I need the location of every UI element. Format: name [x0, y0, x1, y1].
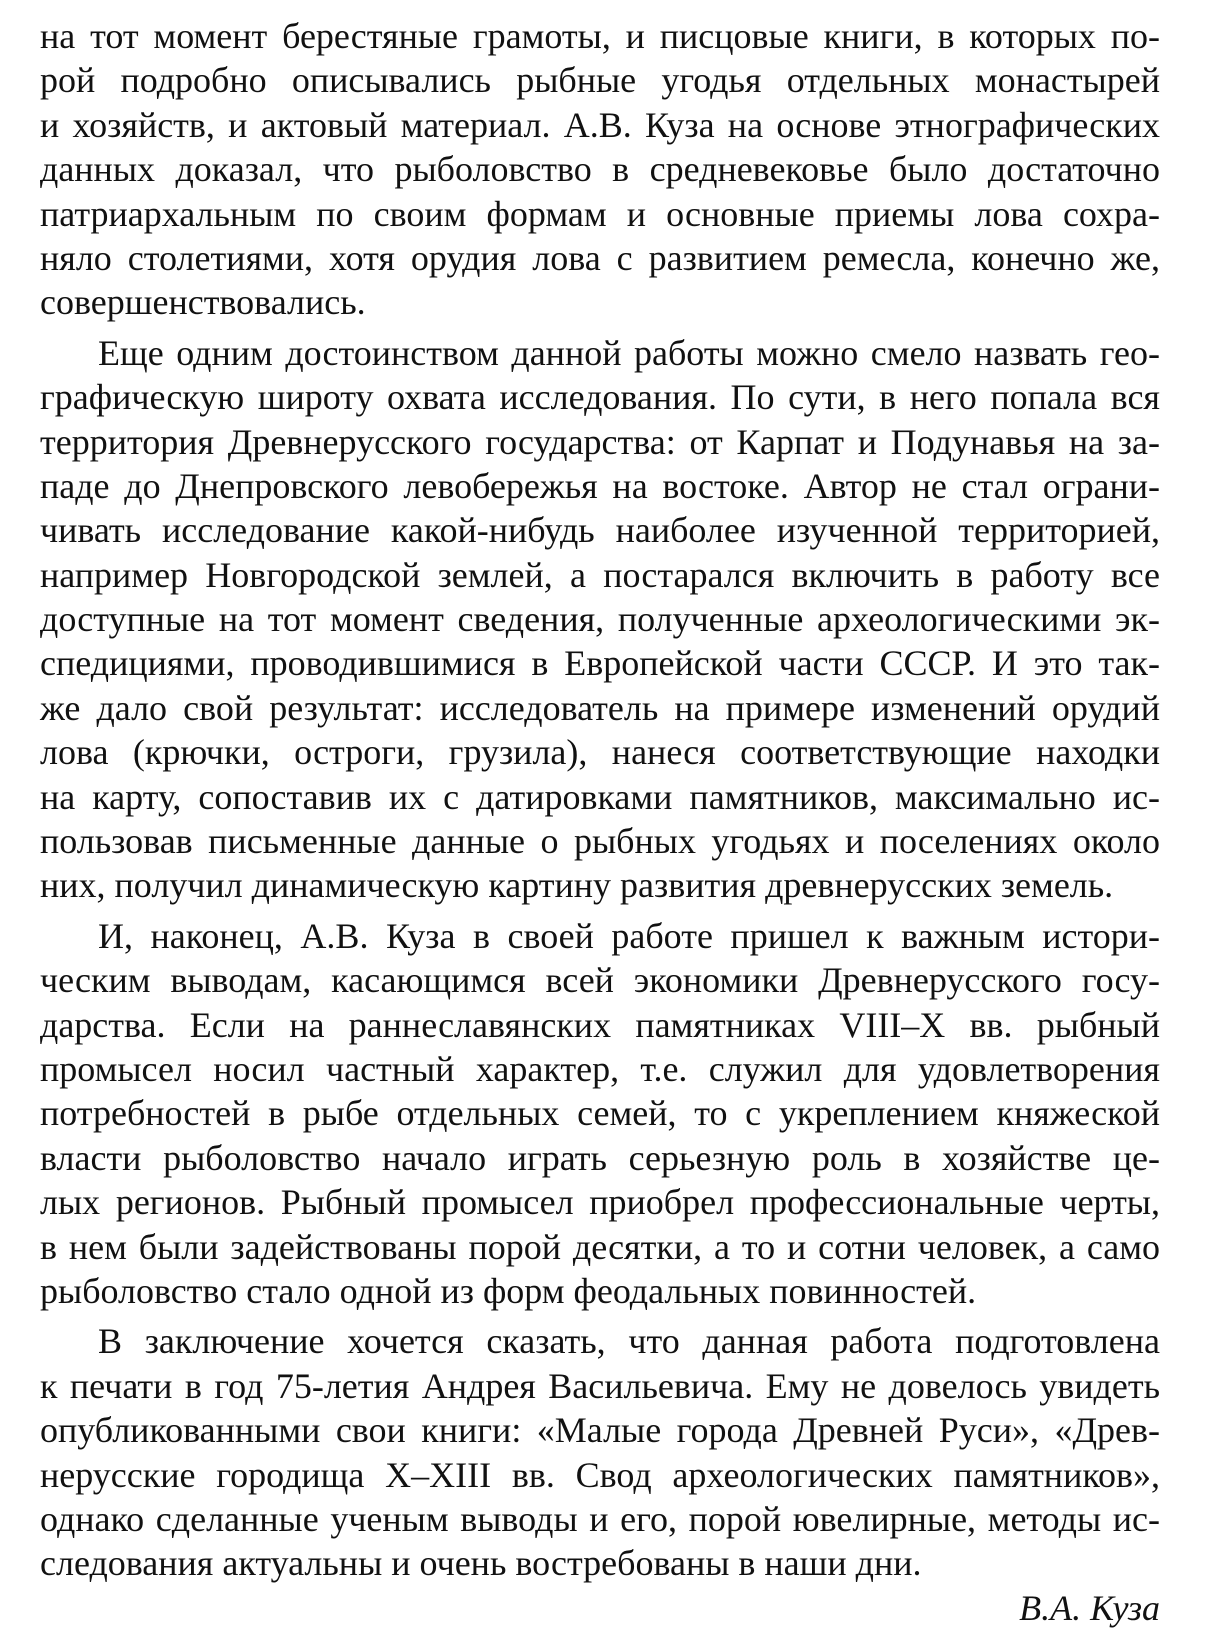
- text-line: паде до Днепровского левобережья на востоке. Автор не стал ограни-: [40, 465, 1160, 506]
- text-line: к печати в год 75-летия Андрея Васильевича. Ему не довелось увидеть: [40, 1365, 1160, 1406]
- text-line: ческим выводам, касающимся всей экономики Древнерусского госу-: [40, 960, 1160, 1001]
- text-line: на тот момент берестяные грамоты, и писцовые книги, в которых по-: [40, 16, 1160, 56]
- text-line: однако сделанные ученым выводы и его, порой ювелирные, методы ис-: [40, 1498, 1160, 1539]
- paragraph-2: [40, 331, 1160, 908]
- text-line: например Новгородской землей, а постарался включить в работу все: [40, 554, 1160, 595]
- text-line: них, получил динамическую картину развития древнерусских земель.: [40, 865, 1114, 906]
- text-line: патриархальным по своим формам и основные приемы лова сохра-: [40, 193, 1160, 234]
- text-line: совершенствовались.: [40, 282, 366, 323]
- text-line: потребностей в рыбе отдельных семей, то с укреплением княжеской: [40, 1093, 1160, 1134]
- text-line: опубликованными свои книги: «Малые города Древней Руси», «Древ-: [40, 1410, 1160, 1451]
- text-line: и хозяйств, и актовый материал. А.В. Куза на основе этнографических: [40, 104, 1160, 145]
- text-line: в нем были задействованы порой десятки, а то и сотни человек, а само: [40, 1226, 1160, 1267]
- text-line: В заключение хочется сказать, что данная работа подготовлена: [98, 1321, 1160, 1362]
- text-line: лова (крючки, остроги, грузила), нанеся соответствующие находки: [40, 732, 1160, 773]
- text-line: данных доказал, что рыболовство в средневековье было достаточно: [40, 149, 1160, 190]
- text-line: няло столетиями, хотя орудия лова с развитием ремесла, конечно же,: [40, 237, 1160, 278]
- text-line: территория Древнерусского государства: от Карпат и Подунавья на за-: [40, 421, 1160, 462]
- paragraph-3: [40, 914, 1160, 1314]
- author-signature: В.А. Куза: [1019, 1587, 1160, 1628]
- text-line: чивать исследование какой-нибудь наиболее изученной территорией,: [40, 510, 1160, 551]
- text-line: нерусские городища X–XIII вв. Свод археологических памятников»,: [40, 1454, 1160, 1495]
- text-line: промысел носил частный характер, т.е. служил для удовлетворения: [40, 1048, 1160, 1089]
- text-line: графическую широту охвата исследования. По сути, в него попала вся: [40, 377, 1160, 418]
- text-line: пользовав письменные данные о рыбных угодьях и поселениях около: [40, 821, 1160, 862]
- text-line: И, наконец, А.В. Куза в своей работе пришел к важным истори-: [98, 915, 1160, 956]
- text-line: же дало свой результат: исследователь на примере изменений орудий: [40, 687, 1160, 728]
- paragraph-4: [40, 1319, 1160, 1585]
- text-line: доступные на тот момент сведения, полученные археологическими эк-: [40, 599, 1160, 640]
- text-line: спедициями, проводившимися в Европейской части СССР. И это так-: [40, 643, 1160, 684]
- text-line: лых регионов. Рыбный промысел приобрел профессиональные черты,: [40, 1182, 1160, 1223]
- text-line: дарства. Если на раннеславянских памятниках VIII–X вв. рыбный: [40, 1004, 1160, 1045]
- paragraph-1: [40, 14, 1160, 325]
- text-line: рыболовство стало одной из форм феодальных повинностей.: [40, 1270, 977, 1311]
- text-line: следования актуальны и очень востребованы в наши дни.: [40, 1543, 922, 1584]
- document-page: [40, 14, 1160, 1630]
- text-line: рой подробно описывались рыбные угодья отдельных монастырей: [40, 60, 1160, 101]
- text-line: на карту, сопоставив их с датировками памятников, максимально ис-: [40, 776, 1160, 817]
- text-line: власти рыболовство начало играть серьезную роль в хозяйстве це-: [40, 1137, 1160, 1178]
- text-line: Еще одним достоинством данной работы можно смело назвать гео-: [98, 332, 1160, 373]
